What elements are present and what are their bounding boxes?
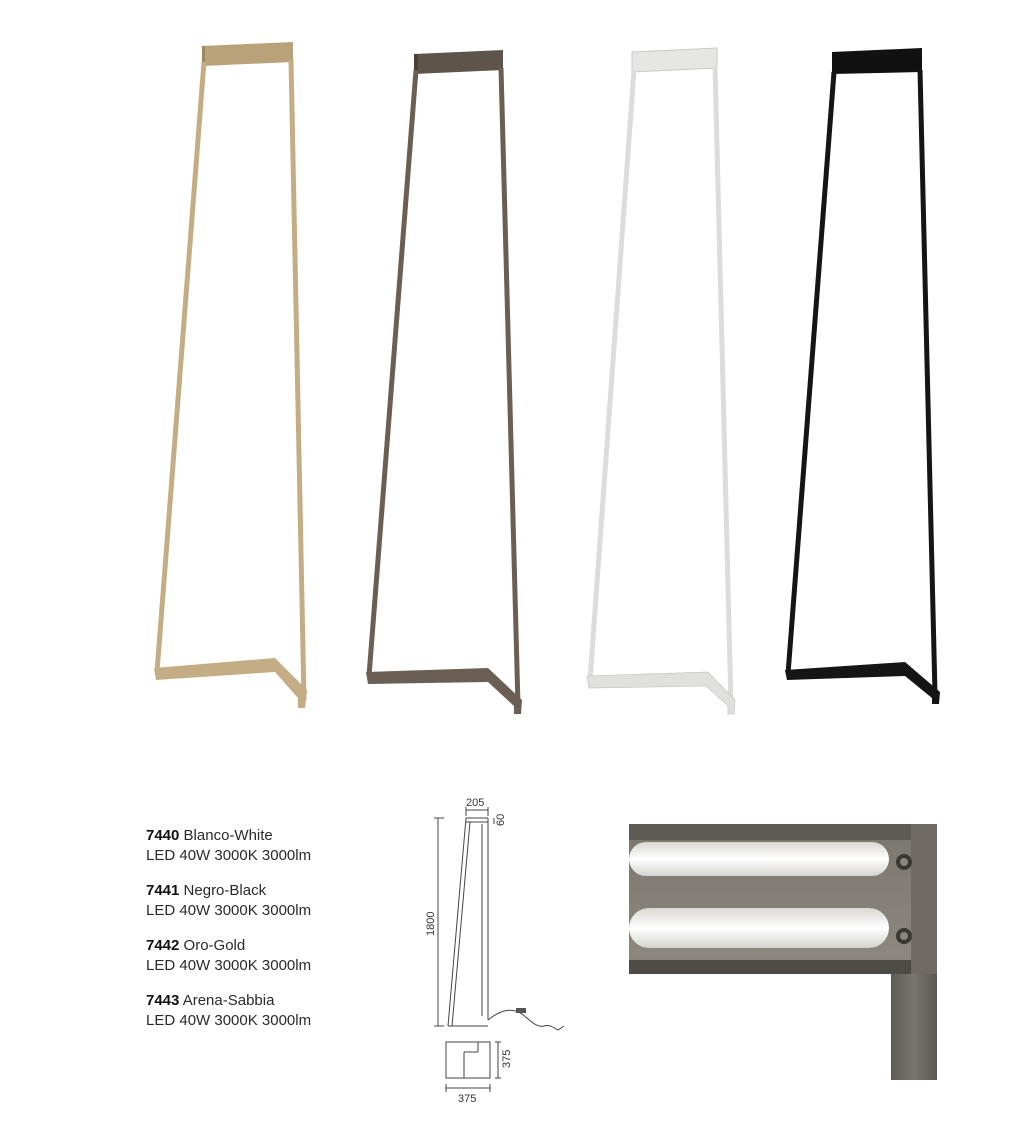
product-finish: Blanco-White [183,827,273,844]
product-spec-7442 [146,936,406,976]
product-spec-list [146,826,406,1046]
product-led-spec: LED 40W 3000K 3000lm [146,1012,312,1029]
dimension-top-height: 60 [495,813,507,826]
product-finish: Oro-Gold [183,937,246,954]
dimension-base-width: 375 [458,1093,477,1105]
product-finish: Negro-Black [183,882,267,899]
lamp-bronze [366,50,522,714]
product-finish: Arena-Sabbia [182,992,275,1009]
dimension-height: 1800 [425,911,437,936]
product-spec-7440 [146,826,406,866]
product-code: 7440 [146,827,180,844]
lamp-black [785,48,940,704]
product-spec-7443 [146,991,406,1031]
product-code: 7443 [146,992,180,1009]
lamp-gold [154,42,307,708]
dimension-base-height: 375 [501,1049,513,1068]
product-code: 7441 [146,882,180,899]
dimension-drawing [418,790,588,1110]
product-led-spec: LED 40W 3000K 3000lm [146,902,312,919]
dimension-top-width: 205 [466,797,485,809]
product-spec-7441 [146,881,406,921]
product-code: 7442 [146,937,180,954]
product-led-spec: LED 40W 3000K 3000lm [146,957,312,974]
lamp-white [587,48,735,714]
lamp-detail-closeup [629,824,937,1080]
product-led-spec: LED 40W 3000K 3000lm [146,847,312,864]
